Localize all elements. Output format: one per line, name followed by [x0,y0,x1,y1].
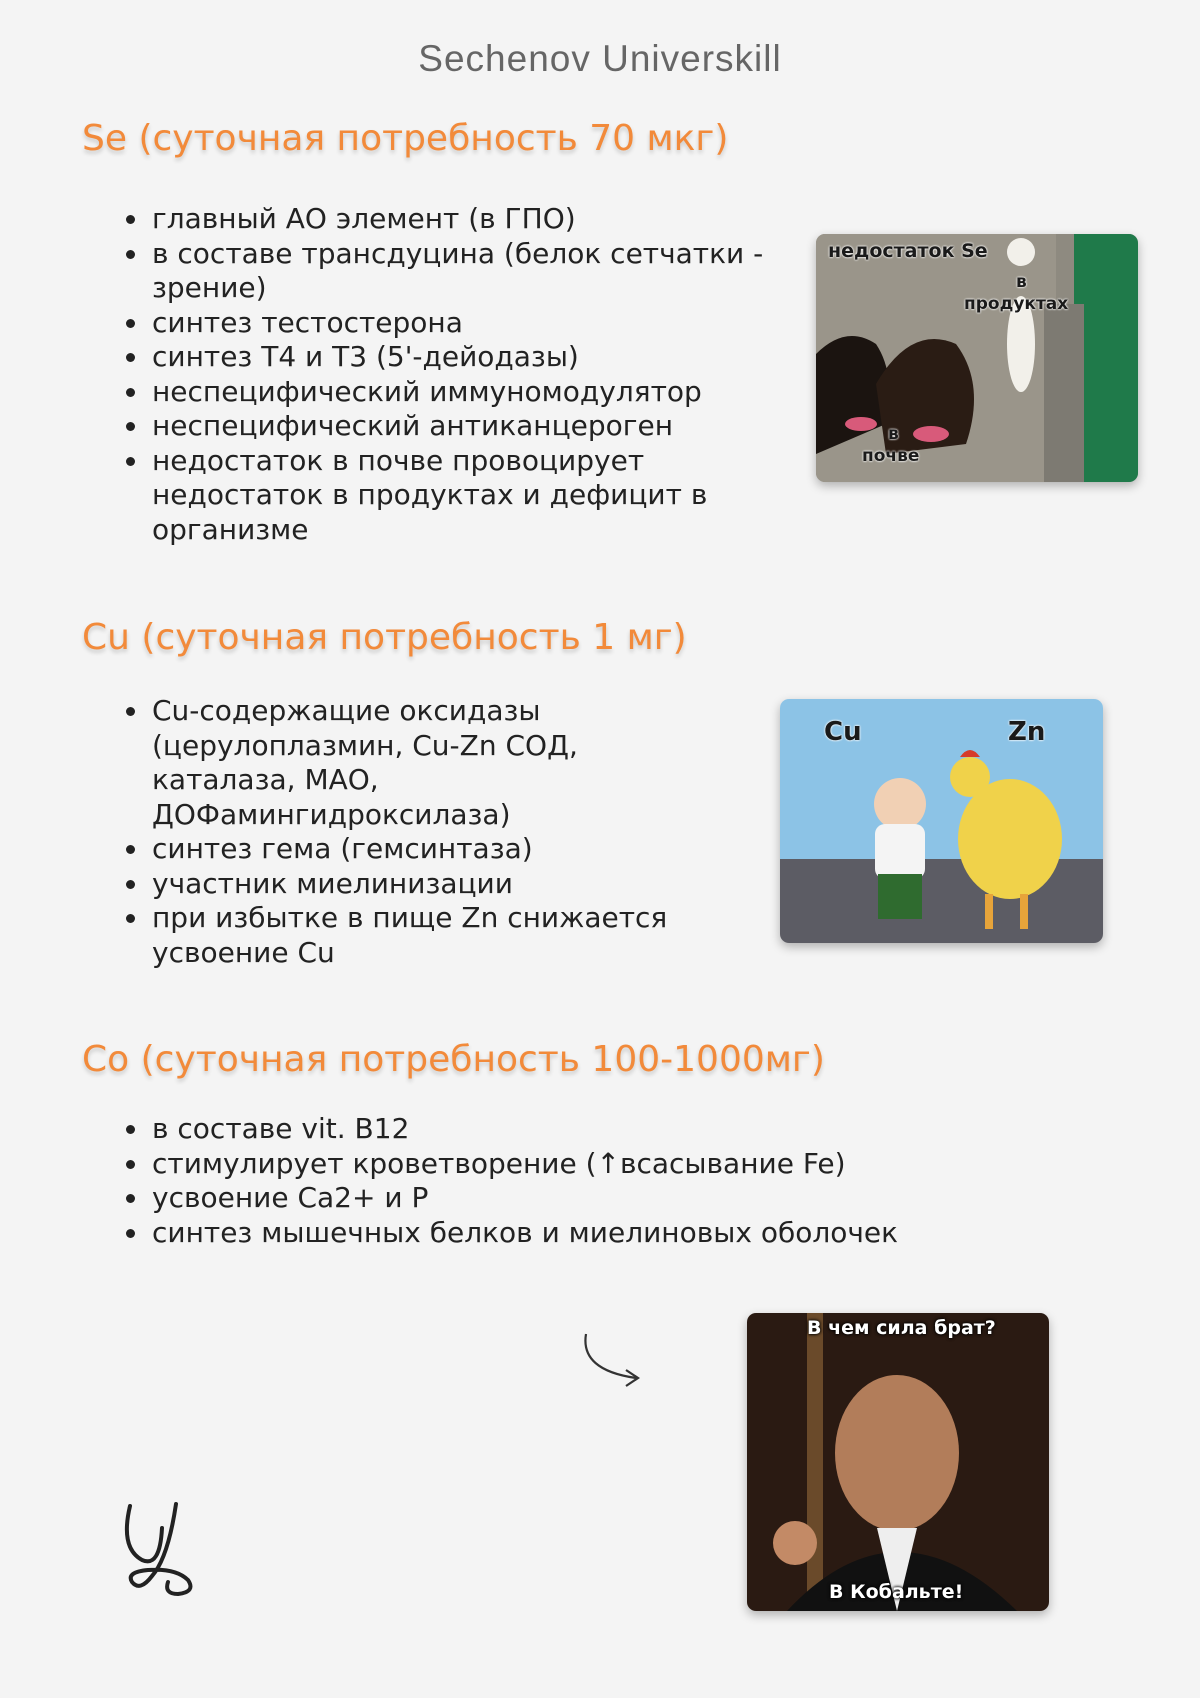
cu-meme-image [780,699,1103,943]
list-item: • стимулирует кроветворение (↑всасывание Fe) [150,1147,1010,1182]
list-item: • неспецифический иммуномодулятор [150,375,810,410]
list-item: • недостаток в почве провоцирует недостаток в продуктах и дефицит в организме [150,444,810,548]
list-item: • в составе vit. B12 [150,1112,1010,1147]
curved-arrow-icon [580,1330,650,1390]
se-meme-image [816,234,1138,482]
meme-caption-bottom-1: в [888,424,899,444]
list-item: • главный АО элемент (в ГПО) [150,202,810,237]
co-meme-image [747,1313,1049,1611]
co-meme-picture [747,1313,1049,1611]
meme-caption-bottom-2: почве [862,446,920,466]
list-item: • при избытке в пище Zn снижается усвоение Cu [150,901,710,970]
list-item: • синтез мышечных белков и миелиновых оболочек [150,1216,1010,1251]
list-item: • синтез тестостерона [150,306,810,341]
list-item: • участник миелинизации [150,867,710,902]
list-item: • синтез гема (гемсинтаза) [150,832,710,867]
page-header: Sechenov Universkill [418,38,782,79]
list-co [120,1112,1010,1250]
meme-label-cu: Cu [824,717,862,747]
meme-caption-right-2: продуктах [964,294,1069,314]
list-se [120,202,810,547]
meme-label-zn: Zn [1008,717,1046,747]
meme-caption-top: В чем сила брат? [807,1317,996,1339]
list-cu [120,694,710,970]
list-item: • Cu-содержащие оксидазы (церулоплазмин, Cu-Zn СОД, каталаза, МАО, ДОФамингидроксилаза) [150,694,710,832]
universkill-logo-icon [118,1498,208,1596]
list-item: • усвоение Ca2+ и P [150,1181,1010,1216]
meme-caption-top: недостаток Se [828,240,988,262]
se-meme-picture [816,234,1138,482]
meme-caption-right-1: в [1016,272,1027,292]
section-title-cu: Cu (суточная потребность 1 мг) [82,617,687,658]
list-item: • неспецифический антиканцероген [150,409,810,444]
section-title-co: Co (суточная потребность 100-1000мг) [82,1039,825,1080]
section-title-se: Se (суточная потребность 70 мкг) [82,118,729,159]
list-item: • в составе трансдуцина (белок сетчатки - зрение) [150,237,810,306]
meme-caption-bottom: В Кобальте! [829,1581,964,1603]
list-item: • синтез Т4 и Т3 (5'-дейодазы) [150,340,810,375]
